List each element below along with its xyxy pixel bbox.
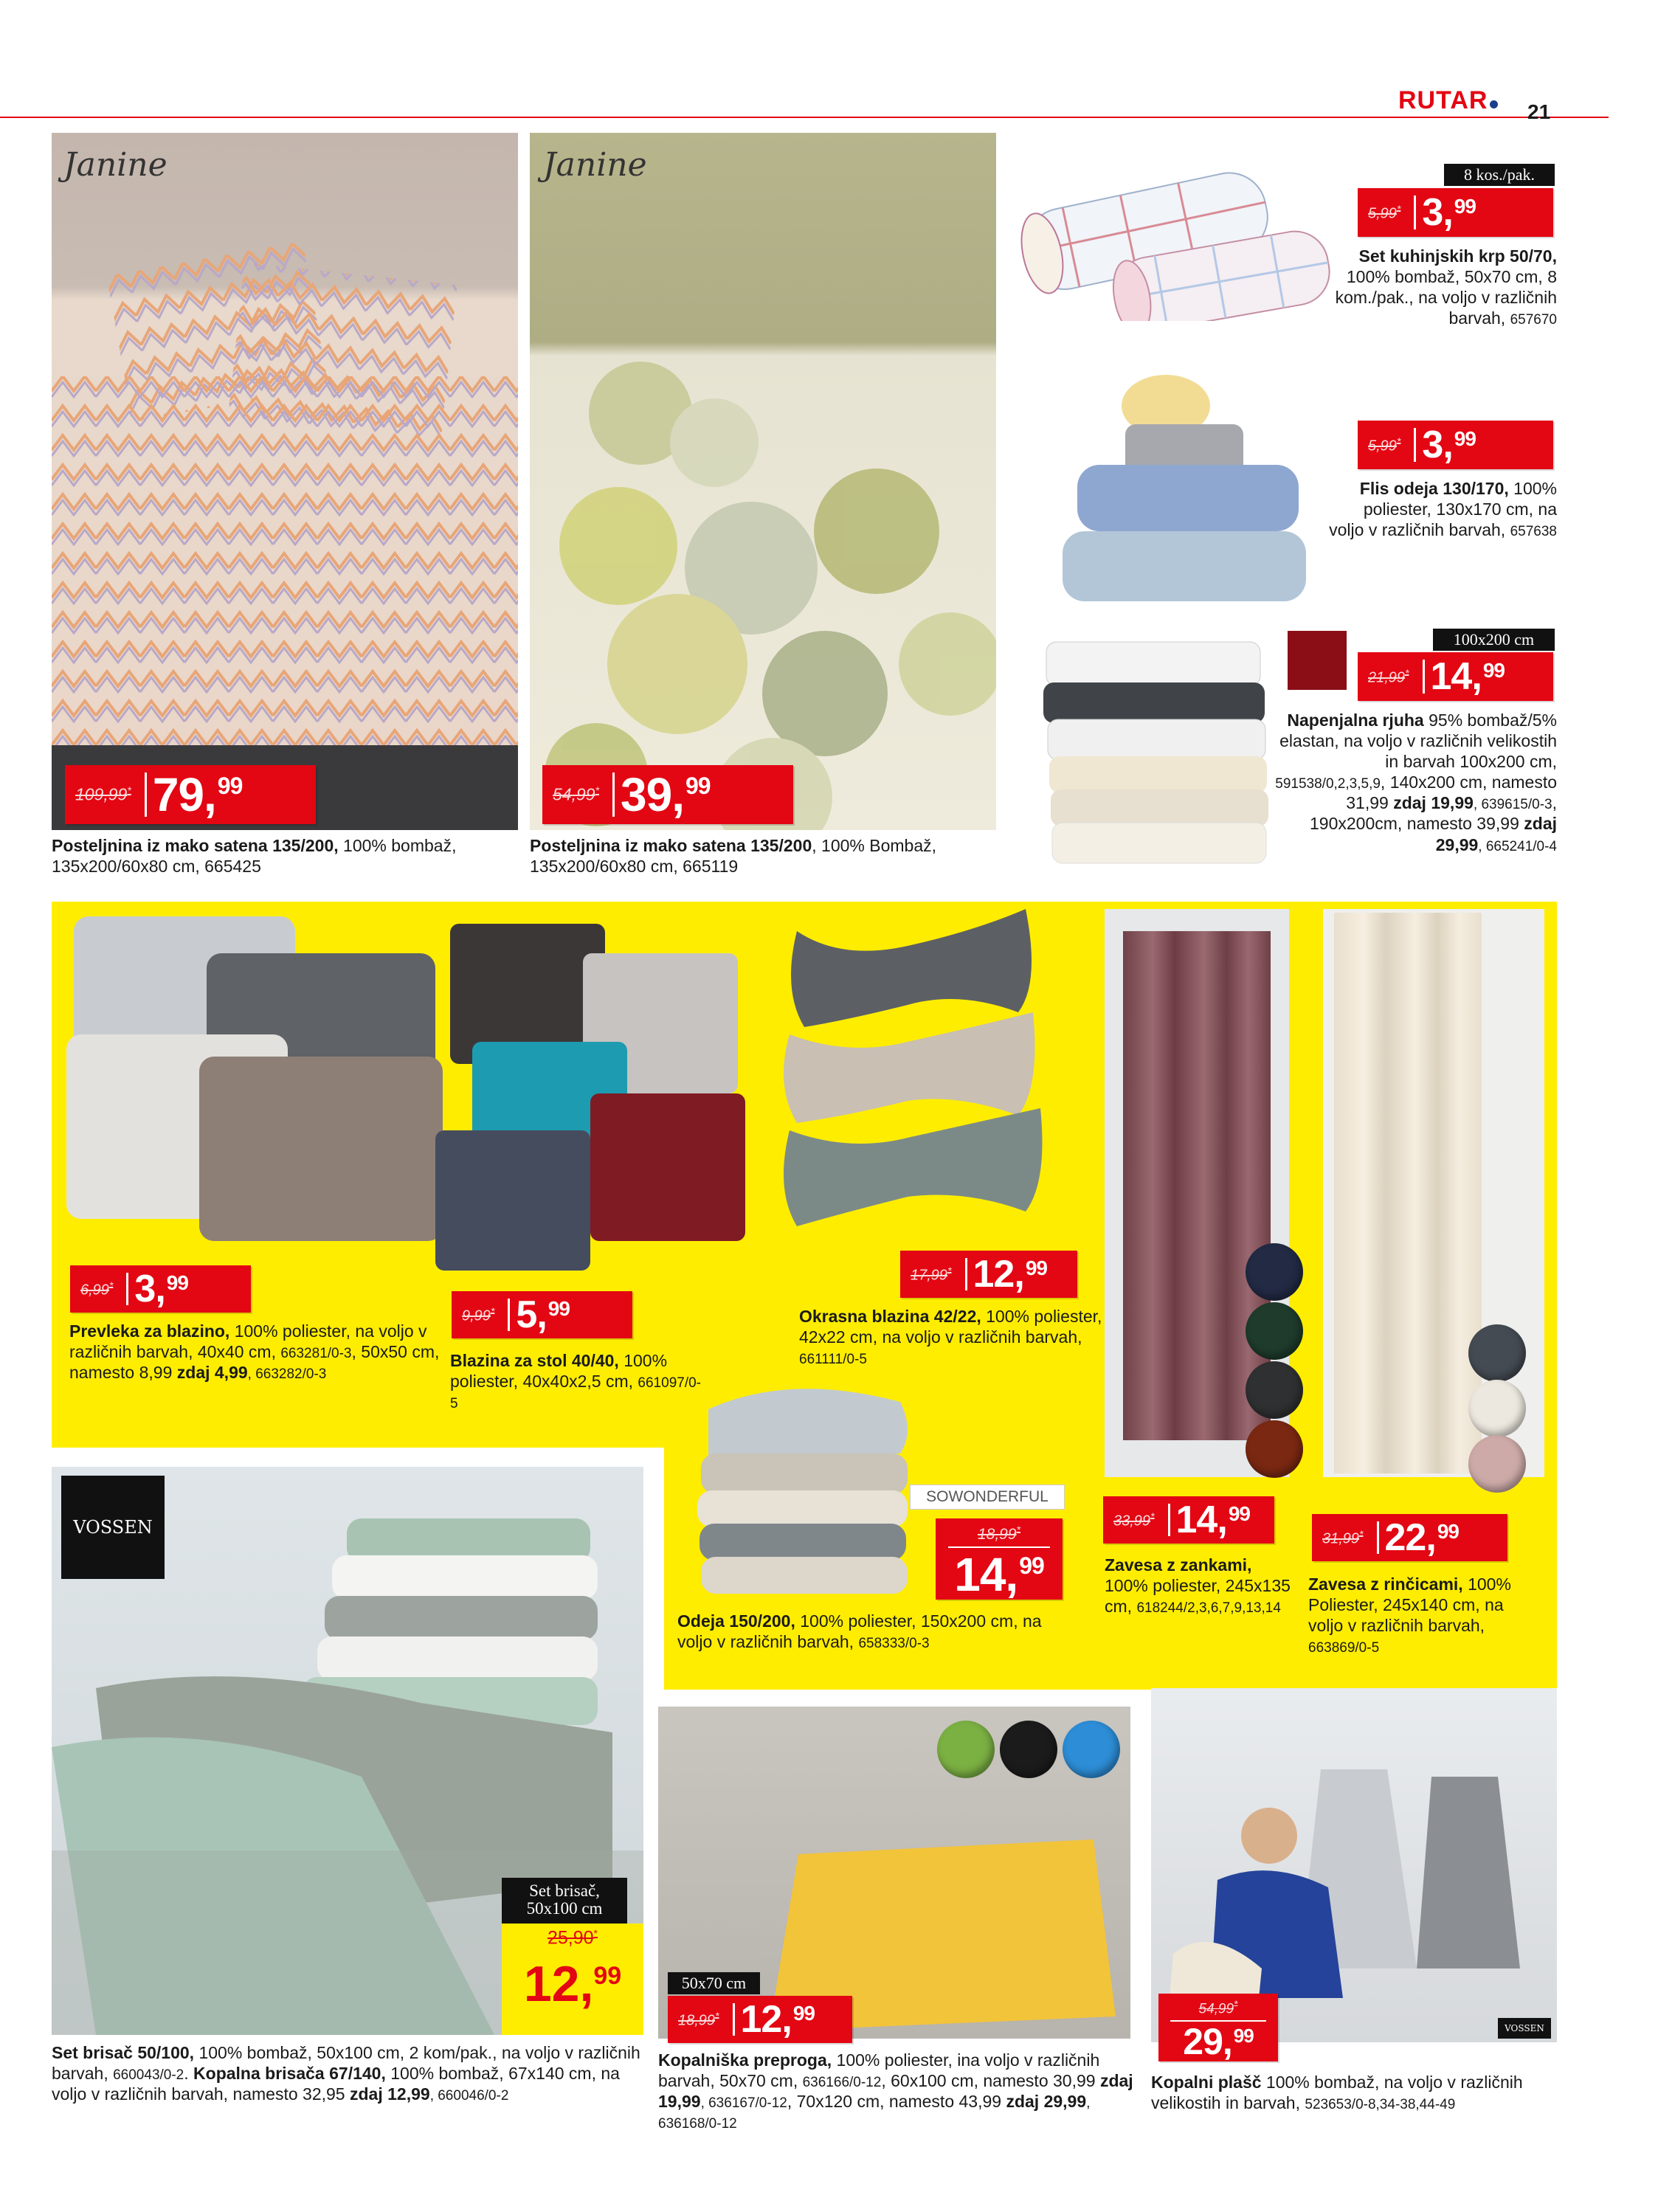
sheet-stack	[1033, 627, 1277, 878]
bedding-2-photo[interactable]	[530, 133, 996, 830]
fitted-sheets-photo[interactable]	[1033, 627, 1277, 878]
towels-old-price: 25,90*	[547, 1927, 598, 1949]
kitchen-badge: 8 kos./pak.	[1444, 164, 1555, 186]
towels-description: Set brisač 50/100, 100% bombaž, 50x100 cm, 2 kom/pak., na voljo v različnih barvah, 660043/0-2. Kopalna brisača 67/140, 100% bombaž, 67x140 cm, na voljo v različnih barvah, namesto 32,95 zdaj 12,99, 660046/0-2	[52, 2043, 640, 2104]
towels-badge: Set brisač, 50x100 cm	[502, 1878, 627, 1924]
new-price: 5 , 99	[516, 1293, 570, 1336]
old-price: 18,99*	[977, 1523, 1020, 1543]
bathmat-swatch-green[interactable]	[937, 1721, 995, 1778]
chair-cushions-photo[interactable]	[421, 909, 767, 1300]
fleece-description: Flis odeja 130/170, 100% poliester, 130x170 cm, na voljo v različnih barvah, 657638	[1329, 479, 1557, 540]
old-price: 33,99*	[1113, 1510, 1155, 1530]
janine-logo-1: Janine	[63, 146, 167, 184]
curtain2-description: Zavesa z rinčicami, 100% Poliester, 245x140 cm, na voljo v različnih barvah, 663869/0-5	[1308, 1575, 1511, 1656]
bathrobe-photo[interactable]	[1151, 1688, 1557, 2042]
new-price: 79 , 99	[152, 768, 243, 821]
old-price: 21,99*	[1368, 666, 1409, 686]
bedding-1-price-tag	[65, 765, 316, 824]
chaircushion-description: Blazina za stol 40/40, 100% poliester, 40x40x2,5 cm, 661097/0-5	[450, 1351, 701, 1412]
color-swatch-rose[interactable]	[1468, 1435, 1526, 1493]
vossen-logo: VOSSEN	[61, 1476, 165, 1579]
sheet-description: Napenjalna rjuha 95% bombaž/5% elastan, na voljo v različnih velikostih in barvah 100x200 cm, 591538/0,2,3,5,9, 140x200 cm, namesto 31,99 zdaj 19,99, 639615/0-3, 190x200cm, namesto 39,99 zdaj 29,99, 665241/0-4	[1275, 711, 1557, 854]
bedding-1-photo[interactable]	[52, 133, 518, 830]
bathmat-swatch-black[interactable]	[1000, 1721, 1057, 1778]
new-price: 14 , 99	[1175, 1499, 1250, 1541]
color-swatch-slate[interactable]	[1468, 1324, 1526, 1382]
neckpillow-description: Okrasna blazina 42/22, 100% poliester, 42x22 cm, na voljo v različnih barvah, 661111/0-5	[799, 1307, 1102, 1368]
neck-pillows-photo[interactable]	[775, 902, 1063, 1241]
bathmat-badge: 50x70 cm	[668, 1972, 760, 1994]
brand-logo[interactable]: RUTAR	[1398, 86, 1498, 115]
new-price: 29 , 99	[1183, 2021, 1254, 2063]
color-swatch-charcoal[interactable]	[1246, 1361, 1303, 1419]
new-price: 12 , 99	[740, 1998, 815, 2041]
towel-rolls	[1011, 144, 1350, 321]
pillowcase-description: Prevleka za blazino, 100% poliester, na voljo v različnih barvah, 40x40 cm, 663281/0-3, 50x50 cm, namesto 8,99 zdaj 4,99, 663282/0-3	[69, 1321, 440, 1383]
old-price: 31,99*	[1322, 1527, 1364, 1547]
vossen-small-logo: VOSSEN	[1498, 2018, 1551, 2039]
bathrobe-illustration	[1151, 1688, 1557, 2042]
color-swatch-cream[interactable]	[1468, 1380, 1526, 1437]
towels-new-price: 12 , 99	[523, 1956, 622, 2012]
bone-pillows	[775, 902, 1063, 1241]
bathrobe-price-tag	[1158, 1994, 1278, 2061]
old-price: 17,99*	[911, 1264, 952, 1284]
old-price: 6,99*	[80, 1279, 114, 1299]
new-price: 14 , 99	[1430, 655, 1505, 698]
circles-pattern	[530, 133, 996, 830]
chevron-pattern	[52, 133, 518, 830]
old-price: 5,99*	[1368, 202, 1401, 222]
new-price: 3 , 99	[1422, 424, 1476, 466]
sheet-price-tag	[1358, 652, 1553, 701]
new-price: 12 , 99	[973, 1253, 1047, 1296]
blanket-price-tag	[936, 1518, 1063, 1600]
bedding-2-price-tag	[542, 765, 793, 824]
bedding-1-description: Posteljnina iz mako satena 135/200, 100% bombaž, 135x200/60x80 cm, 665425	[52, 836, 457, 877]
old-price: 5,99*	[1368, 435, 1401, 455]
pillowcase-price-tag	[70, 1265, 251, 1313]
new-price: 3 , 99	[134, 1268, 188, 1310]
old-price: 109,99*	[75, 784, 131, 804]
old-price: 54,99*	[553, 784, 600, 804]
chaircushion-price-tag	[452, 1291, 632, 1338]
new-price: 3 , 99	[1422, 191, 1476, 234]
sheet-badge: 100x200 cm	[1433, 629, 1555, 651]
curtain2-price-tag	[1312, 1514, 1507, 1561]
logo-dot-icon	[1490, 100, 1498, 108]
pillow-stack	[59, 909, 457, 1241]
color-swatch-rust[interactable]	[1246, 1420, 1303, 1478]
fleece-blankets-photo[interactable]	[1033, 354, 1328, 620]
color-swatch-navy[interactable]	[1246, 1243, 1303, 1301]
bathmat-price-tag	[668, 1996, 852, 2043]
neckpillow-price-tag	[900, 1251, 1077, 1298]
kitchen-description: Set kuhinjskih krp 50/70, 100% bombaž, 50x70 cm, 8 kom./pak., na voljo v različnih barvah, 657670	[1335, 246, 1557, 328]
new-price: 14 , 99	[954, 1547, 1044, 1601]
new-price: 39 , 99	[621, 768, 711, 821]
sowonderful-logo: SOWONDERFUL	[910, 1485, 1065, 1510]
pillowcases-photo[interactable]	[59, 909, 457, 1241]
bathmat-swatch-blue[interactable]	[1063, 1721, 1120, 1778]
fleece-stack	[1033, 354, 1328, 620]
header-rule	[0, 117, 1609, 118]
curtain1-price-tag	[1103, 1496, 1274, 1544]
blanket-stack	[679, 1380, 930, 1601]
curtain1-description: Zavesa z zankami, 100% poliester, 245x135 cm, 618244/2,3,6,7,9,13,14	[1105, 1555, 1291, 1617]
old-price: 9,99*	[462, 1304, 495, 1324]
bedding-2-description: Posteljnina iz mako satena 135/200, 100% Bombaž, 135x200/60x80 cm, 665119	[530, 836, 937, 877]
new-price: 22 , 99	[1384, 1516, 1459, 1559]
blanket-photo[interactable]	[679, 1380, 930, 1601]
color-swatch-green[interactable]	[1246, 1302, 1303, 1360]
kitchen-price-tag	[1358, 188, 1553, 237]
blanket-description: Odeja 150/200, 100% poliester, 150x200 cm, na voljo v različnih barvah, 658333/0-3	[677, 1611, 1042, 1652]
bathmat-description: Kopalniška preproga, 100% poliester, ina voljo v različnih barvah, 50x70 cm, 636166/0-12, 60x100 cm, namesto 30,99 zdaj 19,99, 636167/0-12, 70x120 cm, namesto 43,99 zdaj 29,99, 636168/0-12	[658, 2050, 1133, 2132]
janine-logo-2: Janine	[543, 146, 647, 184]
cushion-stack	[421, 909, 767, 1300]
page-number: 21	[1527, 100, 1551, 123]
old-price: 54,99*	[1198, 1997, 1238, 2017]
sheet-brand-label	[1288, 631, 1347, 690]
old-price: 18,99*	[678, 2009, 719, 2029]
kitchen-towels-photo[interactable]	[1011, 144, 1350, 321]
fleece-price-tag	[1358, 421, 1553, 469]
bathrobe-description: Kopalni plašč 100% bombaž, na voljo v različnih velikostih in barvah, 523653/0-8,34-38,44-49	[1151, 2073, 1523, 2113]
